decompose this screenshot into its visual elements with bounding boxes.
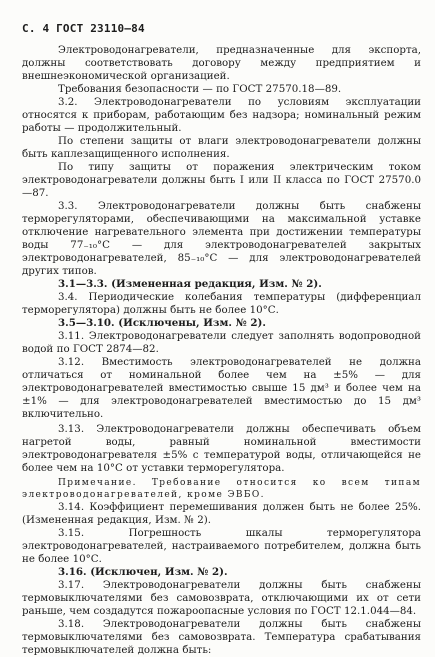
paragraph-3-11: 3.11. Электроводонагреватели следует заполнять водопроводной водой по ГОСТ 2874—82. <box>22 330 421 355</box>
paragraph-protection-class: По типу защиты от поражения электрическим током электроводонагреватели должны быть I или II класса по ГОСТ 27570.0—87. <box>22 161 421 199</box>
paragraph-3-17: 3.17. Электроводонагреватели должны быть снабжены термовыключателями без самовозврата, отключающими их от сети раньше, чем создадутся пожароопасные условия по ГОСТ 12.1.044—84. <box>22 579 421 617</box>
paragraph-3-14: 3.14. Коэффициент перемешивания должен быть не более 25%. (Измененная редакция, Изм. № 2). <box>22 501 421 526</box>
paragraph-3-12: 3.12. Вместимость электроводонагревателей не должна отличаться от номинальной более чем на ±5% — для электроводонагревателей вместимостью свыше 15 дм³ и более чем на ±1% — для электроводонагревателей вместимостью до 15 дм³ включительно. <box>22 356 421 420</box>
paragraph-safety: Требования безопасности — по ГОСТ 27570.18—89. <box>58 83 342 95</box>
paragraph-3-1-3-3-amendment: 3.1—3.3. (Измененная редакция, Изм. № 2). <box>58 278 322 290</box>
note-paragraph: Примечание. Требование относится ко всем типам электроводонагревателей, кроме ЭВБО. <box>22 478 421 500</box>
paragraph-3-5-3-10: 3.5—3.10. (Исключены, Изм. № 2). <box>58 317 266 329</box>
paragraph-3-3: 3.3. Электроводонагреватели должны быть снабжены терморегуляторами, обеспечивающими на максимальной уставке отключение нагревательного элемента при достижении температуры воды 77₋₁₀°С — для электроводонагревателей закрытых электроводонагревателей, 85₋₁₀°С — для электроводонагревателей других типов. <box>22 200 421 277</box>
paragraph-3-16: 3.16. (Исключен, Изм. № 2). <box>58 566 228 578</box>
page-header: С. 4 ГОСТ 23110—84 <box>22 22 145 35</box>
paragraph-3-2: 3.2. Электроводонагреватели по условиям эксплуатации относятся к приборам, работающим без надзора; номинальный режим работы — продолжительный. <box>22 96 421 134</box>
paragraph-3-13: 3.13. Электроводонагреватели должны обеспечивать объем нагретой воды, равный номинальной вместимости электроводонагревателя ±5% с температурой воды, отличающейся не более чем на 10°С от уставки терморегулятора. <box>22 423 421 474</box>
paragraph-3-4: 3.4. Периодические колебания температуры (дифференциал терморегулятора) должны быть не более 10°С. <box>22 291 421 316</box>
paragraph-3-18: 3.18. Электроводонагреватели должны быть снабжены термовыключателями без самовозврата. Температура срабатывания термовыключателей должна быть: <box>22 618 421 656</box>
paragraph-moisture: По степени защиты от влаги электроводонагреватели должны быть каплезащищенного исполнения. <box>22 135 421 160</box>
document-body <box>22 44 421 657</box>
paragraph-3-15: 3.15. Погрешность шкалы терморегулятора электроводонагревателей, настраиваемого потребителем, должна быть не более 10°С. <box>22 527 421 565</box>
paragraph-export: Электроводонагреватели, предназначенные для экспорта, должны соответствовать договору между предприятием и внешнеэкономической организацией. <box>22 44 421 82</box>
